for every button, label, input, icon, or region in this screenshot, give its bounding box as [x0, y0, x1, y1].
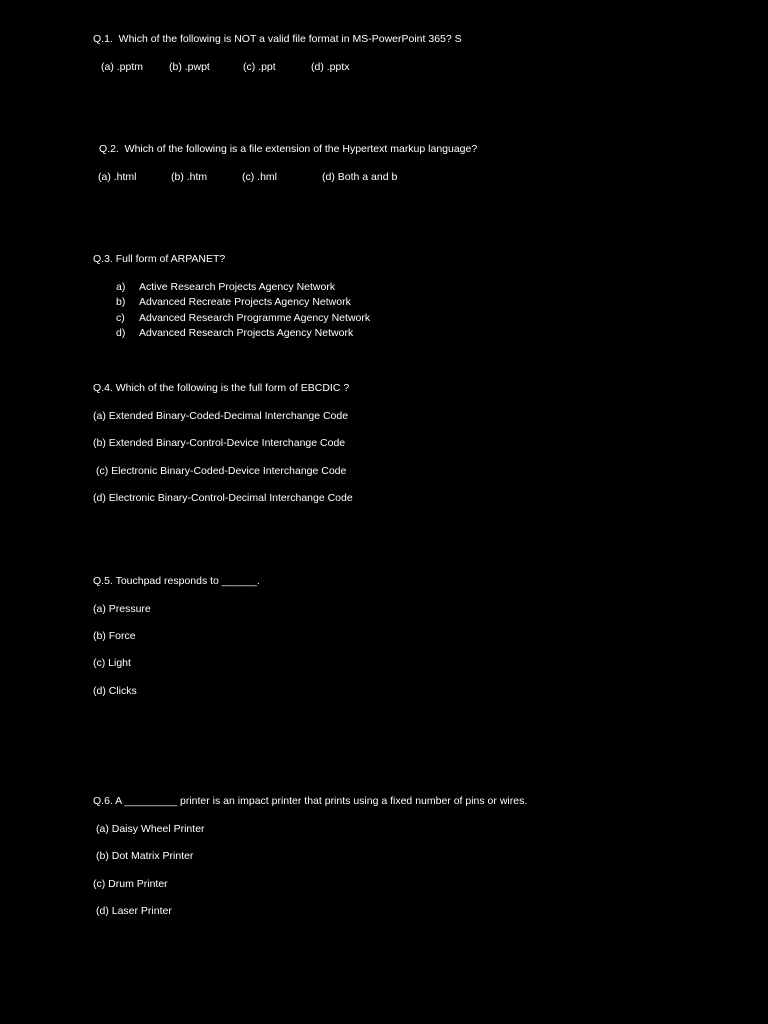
question-1-text: Q.1. Which of the following is NOT a valid file format in MS-PowerPoint 365? S: [93, 33, 462, 45]
question-6-option-d: (d) Laser Printer: [96, 905, 172, 917]
question-4-option-d: (d) Electronic Binary-Control-Decimal Interchange Code: [93, 492, 353, 504]
question-5-option-a: (a) Pressure: [93, 603, 151, 615]
question-4-option-b: (b) Extended Binary-Control-Device Interchange Code: [93, 437, 346, 449]
question-1-option-c: (c) .ppt: [243, 61, 276, 73]
question-3-option-a-text: Active Research Projects Agency Network: [139, 281, 336, 293]
question-5-option-c: (c) Light: [93, 657, 131, 669]
question-5-text: Q.5. Touchpad responds to ______.: [93, 575, 260, 587]
question-6-text: Q.6. A _________ printer is an impact printer that prints using a fixed number of pins or wires.: [93, 795, 528, 807]
question-6-option-a: (a) Daisy Wheel Printer: [96, 823, 205, 835]
question-3-option-c-text: Advanced Research Programme Agency Network: [139, 312, 371, 324]
question-4-option-c: (c) Electronic Binary-Coded-Device Interchange Code: [96, 465, 347, 477]
question-4-text: Q.4. Which of the following is the full form of EBCDIC ?: [93, 382, 350, 394]
question-1-option-b: (b) .pwpt: [169, 61, 210, 73]
question-6-option-c: (c) Drum Printer: [93, 878, 168, 890]
question-1-option-d: (d) .pptx: [311, 61, 350, 73]
question-6-option-b: (b) Dot Matrix Printer: [96, 850, 194, 862]
question-3-option-b-letter: b): [116, 296, 126, 308]
question-3-option-d-letter: d): [116, 327, 126, 339]
question-2-option-c: (c) .hml: [242, 171, 277, 183]
question-2-option-b: (b) .htm: [171, 171, 208, 183]
question-4-option-a: (a) Extended Binary-Coded-Decimal Interchange Code: [93, 410, 349, 422]
question-3-option-a-letter: a): [116, 281, 126, 293]
question-3-text: Q.3. Full form of ARPANET?: [93, 253, 226, 265]
question-3-option-d-text: Advanced Research Projects Agency Network: [139, 327, 354, 339]
question-2-option-a: (a) .html: [98, 171, 137, 183]
question-3-option-b-text: Advanced Recreate Projects Agency Network: [139, 296, 351, 308]
question-5-option-d: (d) Clicks: [93, 685, 137, 697]
question-1-option-a: (a) .pptm: [101, 61, 144, 73]
question-5-option-b: (b) Force: [93, 630, 136, 642]
question-3-option-c-letter: c): [116, 312, 125, 324]
question-2-text: Q.2. Which of the following is a file extension of the Hypertext markup language?: [99, 143, 478, 155]
question-2-option-d: (d) Both a and b: [322, 171, 398, 183]
